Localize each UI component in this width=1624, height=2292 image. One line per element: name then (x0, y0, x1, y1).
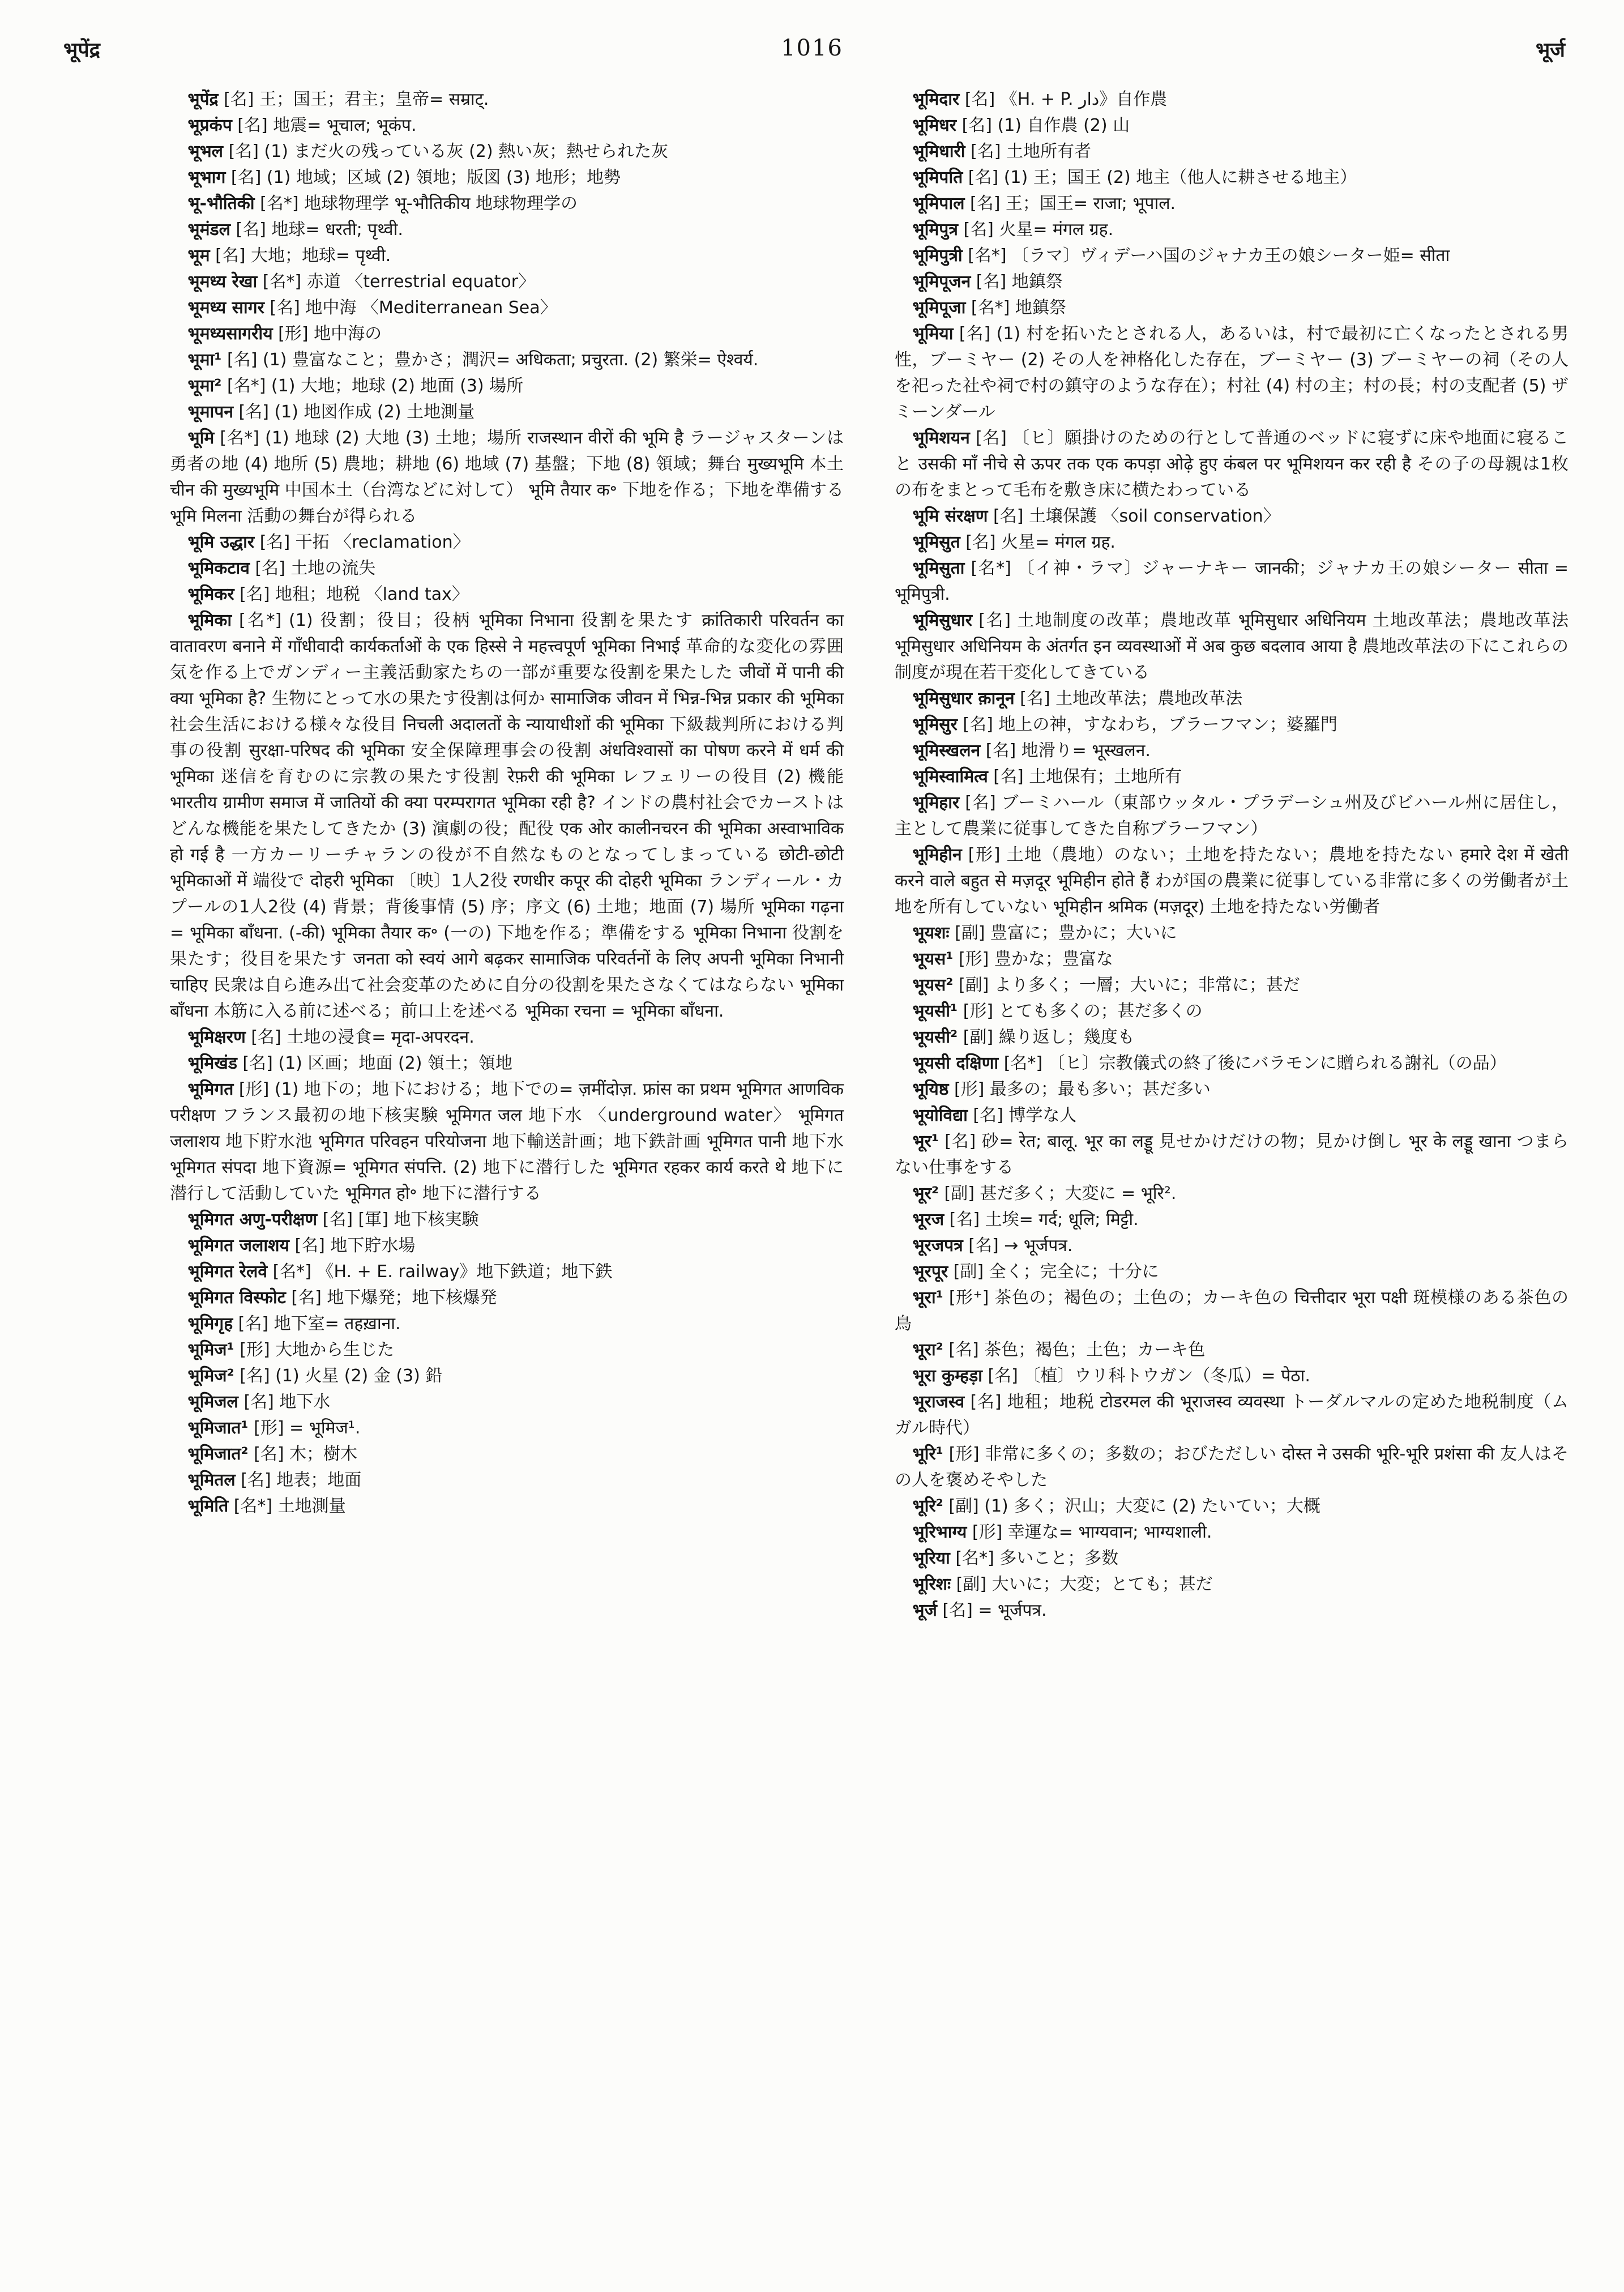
dictionary-entry: भूमिति [名*] 土地測量 (187, 1496, 346, 1516)
entry-headword: भूमिसुत (912, 532, 960, 552)
entry-headword: भूमिपाल (912, 194, 965, 214)
dictionary-entry: भूरि¹ [形] 非常に多くの；多数の；おびただしい दोस्त ने उसकी भूरि-भूरि प्रशंसा की 友人はその人を褒めそやした (895, 1444, 1569, 1490)
dictionary-entry: भूरिशः [副] 大いに；大変；とても；甚だ (912, 1574, 1213, 1594)
dictionary-entry: भूमिपुत्री [名*] 〔ラマ〕ヴィデーハ国のジャナカ王の娘シーター姫= सीता (912, 246, 1450, 266)
dictionary-entry: भूरजपत्र [名] → भूर्जपत्र. (912, 1236, 1073, 1256)
entry-headword: भूमिजात¹ (187, 1418, 249, 1438)
header-guide-word-left: भूपेंद्र (63, 39, 100, 62)
dictionary-entry: भूयिष्ठ [形] 最多の；最も多い；甚だ多い (912, 1079, 1211, 1099)
dictionary-entry: भूरज [名] 土埃= गर्द; धूलि; मिट्टी. (912, 1210, 1139, 1230)
dictionary-entry: भूमिकर [名] 地租；地税 〈land tax〉 (187, 584, 469, 604)
dictionary-entry: भूमा² [名*] (1) 大地；地球 (2) 地面 (3) 場所 (187, 376, 524, 396)
dictionary-entry: भूमिधारी [名] 土地所有者 (912, 142, 1092, 161)
entry-headword: भूयसी¹ (912, 1001, 958, 1021)
dictionary-entry: भूमध्य रेखा [名*] 赤道 〈terrestrial equator〉 (187, 272, 536, 292)
dictionary-entry: भूयस¹ [形] 豊かな；豊富な (912, 949, 1113, 969)
dictionary-columns (0, 78, 1624, 1624)
dictionary-entry: भूमिपूजा [名*] 地鎮祭 (912, 298, 1066, 318)
entry-headword: भूमिगृह (187, 1314, 233, 1334)
dictionary-entry: भूमि संरक्षण [名] 土壌保護 〈soil conservation〉 (912, 506, 1280, 526)
entry-headword: भूमिधारी (912, 142, 965, 161)
dictionary-entry: भूयसी दक्षिणा [名*] 〔ヒ〕宗教儀式の終了後にバラモンに贈られる謝礼（の品） (912, 1053, 1507, 1073)
entry-headword: भूभल (187, 142, 224, 161)
dictionary-entry: भूमिपूजन [名] 地鎮祭 (912, 272, 1063, 292)
header-guide-word-right: भूर्ज (1535, 39, 1565, 62)
entry-headword: भूमा¹ (187, 350, 222, 370)
right-column (895, 87, 1569, 1624)
page-header (0, 0, 1624, 78)
entry-headword: भूराजस्व (912, 1392, 965, 1412)
dictionary-entry: भूराजस्व [名] 地租；地税 टोडरमल की भूराजस्व व्यवस्था トーダルマルの定めた地税制度（ムガル時代） (895, 1392, 1569, 1438)
entry-headword: भूमि संरक्षण (912, 506, 988, 526)
entry-headword: भूरज (912, 1210, 945, 1230)
entry-headword: भूमिक्षरण (187, 1027, 246, 1047)
entry-headword: भूरा² (912, 1340, 943, 1360)
entry-headword: भूमिपति (912, 168, 963, 187)
dictionary-entry: भूमिशयन [名] 〔ヒ〕願掛けのための行として普通のベッドに寝ずに床や地面に寝ること उसकी माँ नीचे से ऊपर तक एक कपड़ा ओढ़े हुए कंबल पर भूमिशयन कर रही है その子の母親は1枚の布をまとって毛布を敷き床に横たわっている (895, 428, 1569, 500)
dictionary-entry: भूमिहीन [形] 土地（農地）のない；土地を持たない；農地を持たない हमारे देश में खेती करने वाले बहुत से मज़दूर भूमिहीन होते हैं わが国の農業に従事している非常に多くの労働者が土地を所有していない भूमिहीन श्रमिक (मज़दूर) 土地を持たない労働者 (895, 845, 1569, 917)
dictionary-entry: भूर¹ [名] 砂= रेत; बालू. भूर का लड्डू 見せかけだけの物；見かけ倒し भूर के लड्डू खाना つまらない仕事をする (895, 1132, 1569, 1177)
dictionary-entry: भूमिसुर [名] 地上の神，すなわち，ブラーフマン；婆羅門 (912, 715, 1337, 735)
entry-headword: भूभाग (187, 168, 226, 187)
dictionary-entry: भूमिका [名*] (1) 役割；役目；役柄 भूमिका निभाना 役割を果たす क्रांतिकारी परिवर्तन का वातावरण बनाने में गाँधीवादी कार्यकर्ताओं के एक हिस्से ने महत्त्वपूर्ण भूमिका निभाई 革命的な変化の雰囲気を作る上でガンディー主義活動家たちの一部が重要な役割を果たした जीवों में पानी की क्या भूमिका है? 生物にとって水の果たす役割は何か सामाजिक जीवन में भिन्न-भिन्न प्रकार की भूमिका 社会生活における様々な役目 निचली अदालतों के न्यायाधीशों की भूमिका 下級裁判所における判事の役割 सुरक्षा-परिषद की भूमिका 安全保障理事会の役割 अंधविश्वासों का पोषण करने में धर्म की भूमिका 迷信を育むのに宗教の果たす役割 रेफ़री की भूमिका レフェリーの役目 (2) 機能 भारतीय ग्रामीण समाज में जातियों की क्या परम्परागत भूमिका रही है? インドの農村社会でカーストはどんな機能を果たしてきたか (3) 演劇の役；配役 एक ओर कालीनचरन की भूमिका अस्वाभाविक हो गई है 一方カーリーチャランの役が不自然なものとなってしまっている छोटी-छोटी भूमिकाओं में 端役で दोहरी भूमिका 〔映〕1人2役 रणधीर कपूर की दोहरी भूमिका ランディール・カプールの1人2役 (4) 背景；背後事情 (5) 序；序文 (6) 土地；地面 (7) 場所 भूमिका गढ़ना = भूमिका बाँधना. (-की) भूमिका तैयार क॰ (一の) 下地を作る；準備をする भूमिका निभाना 役割を果たす；役目を果たす जनता को स्वयं आगे बढ़कर सामाजिक परिवर्तनों के लिए अपनी भूमिका निभानी चाहिए 民衆は自ら進み出て社会変革のために自分の役割を果たさなくてはならない भूमिका बाँधना 本筋に入る前に述べる；前口上を述べる भूमिका रचना = भूमिका बाँधना. (170, 611, 844, 1021)
dictionary-entry: भूमिसुत [名] 火星= मंगल ग्रह. (912, 532, 1116, 552)
dictionary-entry: भूमिस्खलन [名] 地滑り= भूस्खलन. (912, 741, 1151, 761)
entry-headword: भूमिस्वामित्व (912, 767, 988, 787)
dictionary-entry: भूमिसुता [名*] 〔イ神・ラマ〕ジャーナキー जानकी；ジャナカ王の娘シーター सीता = भूमिपुत्री. (895, 558, 1569, 604)
dictionary-entry: भूमध्यसागरीय [形] 地中海の (187, 324, 382, 344)
entry-headword: भूम (187, 246, 210, 266)
dictionary-entry: भूमिपाल [名] 王；国王= राजा; भूपाल. (912, 194, 1176, 214)
dictionary-entry: भूप्रकंप [名] 地震= भूचाल; भूकंप. (187, 116, 417, 135)
dictionary-entry: भूमिदार [名] 《H. + P. دار》自作農 (912, 89, 1168, 109)
entry-headword: भूमिगत रेलवे (187, 1262, 268, 1282)
dictionary-entry: भूर² [副] 甚だ多く；大変に = भूरि². (912, 1184, 1177, 1203)
entry-headword: भूमिगत विस्फोट (187, 1288, 286, 1308)
entry-headword: भूरिशः (912, 1574, 951, 1594)
entry-headword: भूमिकर (187, 584, 234, 604)
dictionary-entry: भूरा¹ [形⁺] 茶色の；褐色の；土色の；カーキ色の चित्तीदार भूरा पक्षी 斑模様のある茶色の鳥 (895, 1288, 1569, 1334)
dictionary-entry: भूरिभाग्य [形] 幸運な= भाग्यवान; भाग्यशाली. (912, 1522, 1212, 1542)
dictionary-entry: भूरि² [副] (1) 多く；沢山；大変に (2) たいてい；大概 (912, 1496, 1320, 1516)
entry-headword: भूयस¹ (912, 949, 954, 969)
entry-headword: भूमिस्खलन (912, 741, 981, 761)
dictionary-entry: भूभाग [名] (1) 地域；区域 (2) 領地；版図 (3) 地形；地勢 (187, 168, 621, 187)
dictionary-entry: भूमिज¹ [形] 大地から生じた (187, 1340, 395, 1360)
dictionary-entry: भूमिसुधार क़ानून [名] 土地改革法；農地改革法 (912, 689, 1243, 708)
entry-headword: भूमिति (187, 1496, 229, 1516)
entry-headword: भूरा कुम्हड़ा (912, 1366, 982, 1386)
dictionary-entry: भूमिसुधार [名] 土地制度の改革；農地改革 भूमिसुधार अधिनियम 土地改革法；農地改革法 भूमिसुधार अधिनियम के अंतर्गत इन व्यवस्थाओं में अब कुछ बदलाव आया है 農地改革法の下にこれらの制度が現在若干変化してきている (895, 611, 1569, 682)
dictionary-entry: भूरा कुम्हड़ा [名] 〔植〕ウリ科トウガン（冬瓜）= पेठा. (912, 1366, 1310, 1386)
dictionary-entry: भूमिधर [名] (1) 自作農 (2) 山 (912, 116, 1130, 135)
entry-headword: भूमध्य सागर (187, 298, 264, 318)
entry-headword: भूयिष्ठ (912, 1079, 949, 1099)
entry-headword: भूमिहीन (912, 845, 962, 865)
entry-headword: भूमि उद्धार (187, 532, 255, 552)
dictionary-entry: भूमध्य सागर [名] 地中海 〈Mediterranean Sea〉 (187, 298, 557, 318)
entry-headword: भूमिदार (912, 89, 960, 109)
entry-headword: भूरि² (912, 1496, 943, 1516)
dictionary-entry: भूयसी¹ [形] とても多くの；甚だ多くの (912, 1001, 1203, 1021)
entry-headword: भूयसी दक्षिणा (912, 1053, 999, 1073)
entry-headword: भूप्रकंप (187, 116, 232, 135)
entry-headword: भूर² (912, 1184, 939, 1203)
entry-headword: भूमिजल (187, 1392, 238, 1412)
entry-headword: भूरजपत्र (912, 1236, 963, 1256)
dictionary-entry: भूमिगृह [名] 地下室= तहख़ाना. (187, 1314, 401, 1334)
entry-headword: भूमंडल (187, 220, 230, 240)
entry-headword: भूर्ज (912, 1600, 937, 1620)
dictionary-entry: भूमिया [名] (1) 村を拓いたとされる人，あるいは，村で最初に亡くなったとされる男性，ブーミヤー (2) その人を神格化した存在，ブーミヤー (3) ブーミヤーの祠（その人を祀った社や祠で村の鎮守のような存在）；村社 (4) 村の主；村の長；村の支配者 (5) ザミーンダール (895, 324, 1569, 422)
entry-headword: भूमिका (187, 611, 232, 630)
entry-headword: भूमितल (187, 1470, 236, 1490)
dictionary-entry: भूमिगत विस्फोट [名] 地下爆発；地下核爆発 (187, 1288, 497, 1308)
dictionary-entry: भूमिहार [名] ブーミハール（東部ウッタル・プラデーシュ州及びビハール州に居住し，主として農業に従事してきた自称ブラーフマン） (895, 793, 1569, 839)
dictionary-entry: भूमापन [名] (1) 地図作成 (2) 土地測量 (187, 402, 475, 422)
entry-headword: भूमध्यसागरीय (187, 324, 273, 344)
dictionary-entry: भूयसी² [副] 繰り返し；幾度も (912, 1027, 1135, 1047)
dictionary-entry: भूमिजात² [名] 木；樹木 (187, 1444, 358, 1464)
dictionary-entry: भूमि उद्धार [名] 干拓 〈reclamation〉 (187, 532, 470, 552)
dictionary-entry: भूमिगत [形] (1) 地下の；地下における；地下での= ज़मींदोज़. फ्रांस का प्रथम भूमिगत आणविक परीक्षण フランス最初の地下核実験 भूमिगत जल 地下水 〈underground water〉 भूमिगत जलाशय 地下貯水池 भूमिगत परिवहन परियोजना 地下輸送計画；地下鉄計画 भूमिगत पानी 地下水 भूमिगत संपदा 地下資源= भूमिगत संपत्ति. (2) 地下に潜行した भूमिगत रहकर कार्य करते थे 地下に潜行して活動していた भूमिगत हो॰ 地下に潜行する (170, 1079, 844, 1203)
dictionary-entry: भू-भौतिकी [名*] 地球物理学 भू-भौतिकीय 地球物理学の (187, 194, 578, 214)
entry-headword: भूरिभाग्य (912, 1522, 967, 1542)
dictionary-entry: भूमितल [名] 地表；地面 (187, 1470, 362, 1490)
entry-headword: भूमिगत अणु-परीक्षण (187, 1210, 318, 1230)
dictionary-entry: भूमिजात¹ [形] = भूमिज¹. (187, 1418, 361, 1438)
entry-headword: भूयोविद्या (912, 1106, 968, 1125)
entry-headword: भूमिपुत्री (912, 246, 963, 266)
dictionary-entry: भूमिजल [名] 地下水 (187, 1392, 331, 1412)
dictionary-entry: भूयोविद्या [名] 博学な人 (912, 1106, 1077, 1125)
dictionary-entry: भूरिया [名*] 多いこと；多数 (912, 1548, 1119, 1568)
dictionary-entry: भूमिक्षरण [名] 土地の浸食= मृदा-अपरदन. (187, 1027, 475, 1047)
entry-headword: भूर¹ (912, 1132, 939, 1151)
entry-headword: भूरिया (912, 1548, 950, 1568)
entry-headword: भूमिगत (187, 1079, 234, 1099)
entry-headword: भूमिसुधार (912, 611, 973, 630)
entry-headword: भूमिखंड (187, 1053, 237, 1073)
dictionary-entry: भूरा² [名] 茶色；褐色；土色；カーキ色 (912, 1340, 1206, 1360)
dictionary-entry: भूमिपति [名] (1) 王；国王 (2) 地主（他人に耕させる地主） (912, 168, 1357, 187)
entry-headword: भूमिगत जलाशय (187, 1236, 289, 1256)
dictionary-entry: भूर्ज [名] = भूर्जपत्र. (912, 1600, 1047, 1620)
entry-headword: भूमा² (187, 376, 222, 396)
entry-headword: भूरपूर (912, 1262, 948, 1282)
dictionary-entry: भूमिगत रेलवे [名*] 《H. + E. railway》地下鉄道；地下鉄 (187, 1262, 613, 1282)
entry-headword: भूमिया (912, 324, 954, 344)
dictionary-entry: भूयस² [副] より多く；一層；大いに；非常に；甚だ (912, 975, 1300, 995)
entry-headword: भूरा¹ (912, 1288, 943, 1308)
entry-headword: भूरि¹ (912, 1444, 943, 1464)
dictionary-entry: भूमा¹ [名] (1) 豊富なこと；豊かさ；潤沢= अधिकता; प्रचुरता. (2) 繁栄= ऐश्वर्य. (187, 350, 759, 370)
dictionary-entry: भूमि [名*] (1) 地球 (2) 大地 (3) 土地；場所 राजस्थान वीरों की भूमि है ラージャスターンは勇者の地 (4) 地所 (5) 農地；耕地 (6) 地域 (7) 基盤；下地 (8) 領域；舞台 मुख्यभूमि 本土 चीन की मुख्यभूमि 中国本土（台湾などに対して） भूमि तैयार क॰ 下地を作る；下地を準備する भूमि मिलना 活動の舞台が得られる (170, 428, 844, 526)
entry-headword: भूमिपूजन (912, 272, 971, 292)
entry-headword: भूमिपुत्र (912, 220, 958, 240)
dictionary-entry: भूम [名] 大地；地球= पृथ्वी. (187, 246, 391, 266)
entry-headword: भूमध्य रेखा (187, 272, 258, 292)
entry-headword: भूमिसुर (912, 715, 958, 735)
entry-headword: भूमिपूजा (912, 298, 966, 318)
page-number: 1016 (781, 35, 843, 61)
entry-headword: भूमापन (187, 402, 233, 422)
entry-headword: भूपेंद्र (187, 89, 219, 109)
left-column (170, 87, 844, 1624)
entry-headword: भूमिधर (912, 116, 957, 135)
dictionary-entry: भूमिखंड [名] (1) 区画；地面 (2) 領土；領地 (187, 1053, 512, 1073)
dictionary-entry: भूरपूर [副] 全く；完全に；十分に (912, 1262, 1159, 1282)
dictionary-entry: भूमिकटाव [名] 土地の流失 (187, 558, 376, 578)
entry-headword: भूयशः (912, 923, 950, 943)
entry-headword: भूमि (187, 428, 215, 448)
dictionary-entry: भूमिगत जलाशय [名] 地下貯水場 (187, 1236, 416, 1256)
entry-headword: भूमिसुधार क़ानून (912, 689, 1015, 708)
entry-headword: भूमिज¹ (187, 1340, 234, 1360)
dictionary-entry: भूभल [名] (1) まだ火の残っている灰 (2) 熱い灰；熱せられた灰 (187, 142, 669, 161)
dictionary-entry: भूमिज² [名] (1) 火星 (2) 金 (3) 鉛 (187, 1366, 443, 1386)
entry-headword: भूमिहार (912, 793, 960, 813)
dictionary-entry: भूमिगत अणु-परीक्षण [名] [軍] 地下核実験 (187, 1210, 479, 1230)
entry-headword: भूमिशयन (912, 428, 970, 448)
dictionary-entry: भूमिपुत्र [名] 火星= मंगल ग्रह. (912, 220, 1114, 240)
dictionary-entry: भूमिस्वामित्व [名] 土地保有；土地所有 (912, 767, 1182, 787)
entry-headword: भूमिजात² (187, 1444, 249, 1464)
entry-headword: भूमिकटाव (187, 558, 250, 578)
dictionary-entry: भूपेंद्र [名] 王；国王；君主；皇帝= सम्राट्. (187, 89, 489, 109)
dictionary-entry: भूमंडल [名] 地球= धरती; पृथ्वी. (187, 220, 403, 240)
dictionary-entry: भूयशः [副] 豊富に；豊かに；大いに (912, 923, 1177, 943)
entry-headword: भू-भौतिकी (187, 194, 255, 214)
entry-headword: भूयसी² (912, 1027, 958, 1047)
entry-headword: भूमिसुता (912, 558, 965, 578)
entry-headword: भूयस² (912, 975, 954, 995)
entry-headword: भूमिज² (187, 1366, 234, 1386)
